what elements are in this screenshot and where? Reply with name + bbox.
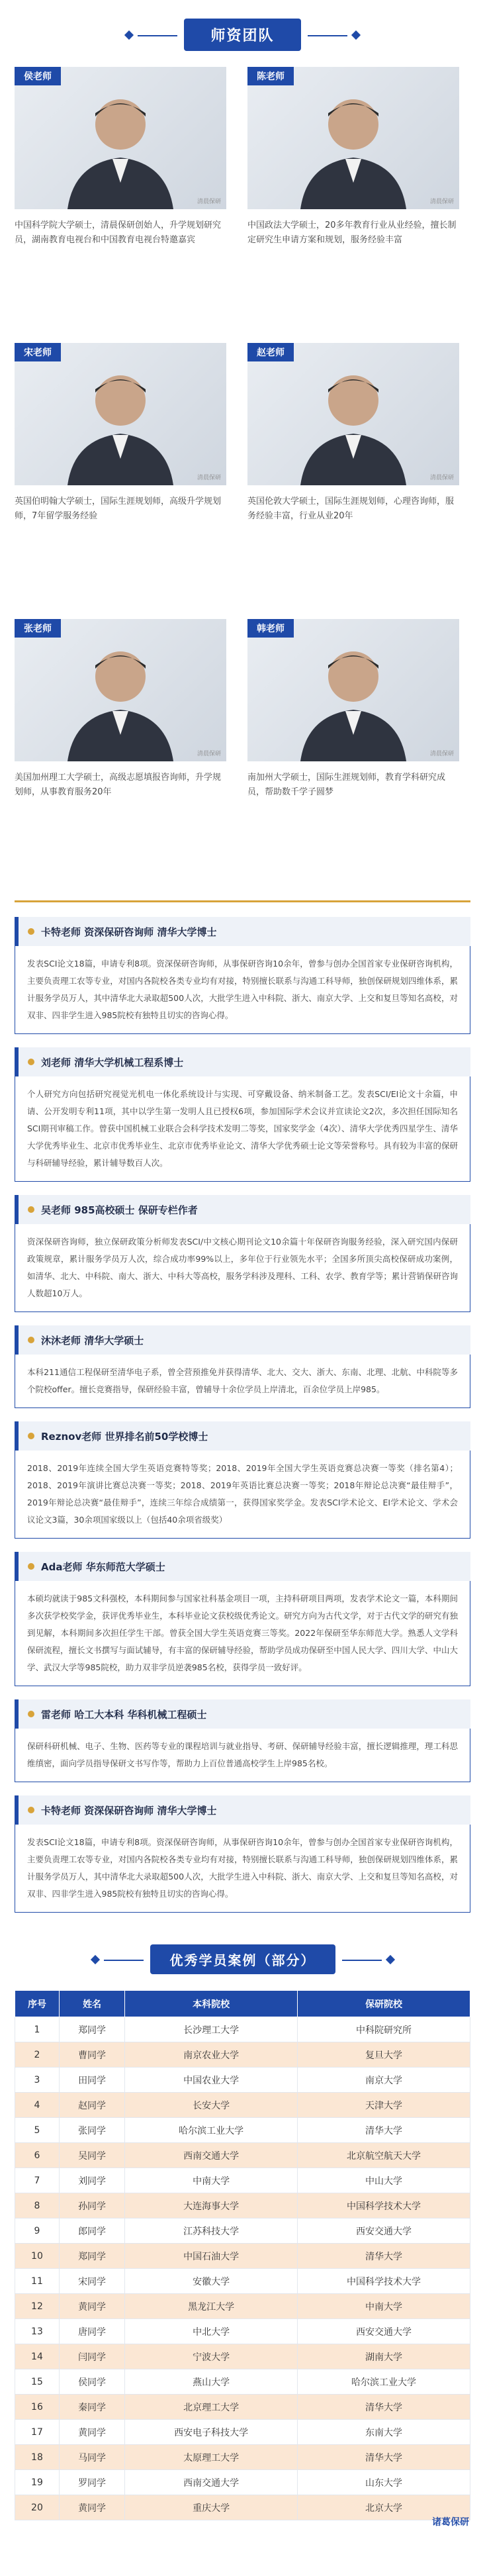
teacher-photo	[15, 67, 226, 209]
teacher-name-tag: 赵老师	[247, 343, 294, 361]
teacher-profile-heading	[15, 1552, 470, 1581]
cell-undergrad: 大连海事大学	[125, 2193, 298, 2218]
title-left-diamond-icon	[90, 1954, 99, 1964]
table-row	[15, 2294, 470, 2319]
cell-grad: 中科院研究所	[298, 2017, 470, 2042]
table-row	[15, 2395, 470, 2420]
cell-undergrad: 西南交通大学	[125, 2470, 298, 2495]
teachers-section-title-text: 师资团队	[210, 28, 275, 44]
col-header-undergrad: 本科院校	[125, 1991, 298, 2017]
teacher-card	[15, 343, 238, 604]
teacher-photo	[247, 67, 459, 209]
table-row	[15, 2093, 470, 2118]
teacher-profile-block	[15, 1325, 470, 1408]
cell-undergrad: 西安电子科技大学	[125, 2420, 298, 2445]
cell-undergrad: 北京理工大学	[125, 2395, 298, 2420]
table-row	[15, 2470, 470, 2495]
cell-index: 20	[15, 2495, 60, 2520]
teacher-name-tag: 陈老师	[247, 67, 294, 85]
section-divider	[15, 900, 470, 902]
teacher-profile-title: 卡特老师 资深保研咨询师 清华大学博士	[41, 926, 217, 938]
cell-grad: 西安交通大学	[298, 2319, 470, 2344]
cell-index: 18	[15, 2445, 60, 2470]
cell-index: 16	[15, 2395, 60, 2420]
table-row	[15, 2269, 470, 2294]
cell-name: 郎同学	[59, 2218, 124, 2244]
teacher-profile-block	[15, 1795, 470, 1913]
cell-grad: 清华大学	[298, 2445, 470, 2470]
teacher-profile-block	[15, 917, 470, 1034]
title-left-diamond-icon	[124, 30, 134, 39]
bullet-dot-icon	[28, 1563, 34, 1570]
teacher-photo	[15, 343, 226, 485]
cell-undergrad: 中国农业大学	[125, 2068, 298, 2093]
cell-undergrad: 重庆大学	[125, 2495, 298, 2520]
cell-grad: 中国科学技术大学	[298, 2269, 470, 2294]
teacher-profile-title: 吴老师 985高校硕士 保研专栏作者	[41, 1204, 198, 1216]
bullet-dot-icon	[28, 1059, 34, 1065]
students-section-title-text: 优秀学员案例（部分）	[169, 1952, 316, 1968]
teacher-profile-heading	[15, 1325, 470, 1355]
cell-grad: 中国科学技术大学	[298, 2193, 470, 2218]
cell-undergrad: 黑龙江大学	[125, 2294, 298, 2319]
table-row	[15, 2244, 470, 2269]
cell-grad: 西安交通大学	[298, 2218, 470, 2244]
teacher-card	[15, 619, 238, 881]
cell-undergrad: 长沙理工大学	[125, 2017, 298, 2042]
col-header-name: 姓名	[59, 1991, 124, 2017]
teacher-card	[247, 343, 470, 604]
cell-undergrad: 中北大学	[125, 2319, 298, 2344]
cell-undergrad: 宁波大学	[125, 2344, 298, 2369]
cell-index: 7	[15, 2168, 60, 2193]
cell-name: 侯同学	[59, 2369, 124, 2395]
cell-grad: 东南大学	[298, 2420, 470, 2445]
teacher-description: 中国政法大学硕士，20多年教育行业从业经验，擅长制定研究生申请方案和规划，服务经验丰富	[247, 220, 457, 245]
teacher-profile-block	[15, 1195, 470, 1312]
teachers-section-title	[184, 19, 300, 51]
cell-index: 17	[15, 2420, 60, 2445]
cell-undergrad: 中国石油大学	[125, 2244, 298, 2269]
cell-name: 宋同学	[59, 2269, 124, 2294]
teacher-profile-heading	[15, 1195, 470, 1224]
cell-undergrad: 江苏科技大学	[125, 2218, 298, 2244]
teacher-profile-body: 2018、2019年连续全国大学生英语竞赛特等奖；2018、2019年全国大学生英语竞赛总决赛一等奖（排名第4）；2018、2019年演讲比赛总决赛一等奖；2018、2019年英语比赛总决赛一等奖；2018年辩论总决赛“最佳辩手”，2019年辩论总决赛“最佳辩手”，连续三年综合成绩第一，获得国家奖学金。发表SCI学术论文、EI学术论文、学术会议论文3篇，30余项国家级以上（包括40余项省级奖）	[15, 1451, 470, 1539]
bullet-dot-icon	[28, 1337, 34, 1343]
teacher-description: 美国加州理工大学硕士，高级志愿填报咨询师，升学规划师，从事教育服务20年	[15, 773, 222, 797]
cell-undergrad: 长安大学	[125, 2093, 298, 2118]
cell-grad: 清华大学	[298, 2118, 470, 2143]
col-header-grad: 保研院校	[298, 1991, 470, 2017]
teacher-name-tag: 宋老师	[15, 343, 61, 361]
teacher-photo-watermark: 清晨保研	[197, 751, 221, 757]
cell-undergrad: 安徽大学	[125, 2269, 298, 2294]
students-section-title	[150, 1944, 335, 1974]
teacher-profile-body: 本硕均就读于985文科强校，本科期间参与国家社科基金项目一项，主持科研项目两项，发表学术论文一篇，本科期间多次获学校奖学金，获评优秀毕业生，本科毕业论文获校级优秀论文。研究方向为古代文学，对于古代文学的研究有独到见解，本科期间多次担任学生干部。曾获全国大学生英语竞赛三等奖。2022年保研至华东师范大学。熟悉人文学科保研流程，擅长文书撰写与面试辅导，有丰富的保研辅导经验，帮助学员成功保研至中国人民大学、四川大学、中山大学、武汉大学等985院校，助力双非学员逆袭985名校，获得学员一致好评。	[15, 1581, 470, 1686]
teacher-name-tag: 张老师	[15, 619, 61, 638]
cell-grad: 北京大学	[298, 2495, 470, 2520]
teacher-photo-watermark: 清晨保研	[197, 475, 221, 481]
cell-grad: 清华大学	[298, 2395, 470, 2420]
person-portrait-icon	[287, 77, 419, 209]
table-row	[15, 2017, 470, 2042]
students-section-header	[15, 1926, 470, 1990]
bullet-dot-icon	[28, 928, 34, 935]
cell-grad: 清华大学	[298, 2244, 470, 2269]
cell-name: 田同学	[59, 2068, 124, 2093]
title-right-diamond-icon	[385, 1954, 394, 1964]
person-portrait-icon	[287, 353, 419, 485]
teacher-description: 英国伦敦大学硕士，国际生涯规划师，心理咨询师，服务经验丰富，行业从业20年	[247, 497, 455, 521]
students-table-body	[15, 2017, 470, 2520]
teacher-card	[247, 619, 470, 881]
cell-index: 12	[15, 2294, 60, 2319]
teacher-profile-body: 发表SCI论文18篇，申请专利8项。资深保研咨询师，从事保研咨询10余年，曾参与创办全国首家专业保研咨询机构，主要负责理工农等专业，对国内各院校各类专业均有对接，特别擅长联系与沟通工科导师，独创保研规划四维体系，累计服务学员万人，其中清华北大录取超500人次，大批学生进入中科院、浙大、南京大学、上交和复旦等知名高校，对双非、四非学生进入985院校有独特且切实的咨询心得。	[15, 946, 470, 1034]
table-row	[15, 2218, 470, 2244]
cell-undergrad: 南京农业大学	[125, 2042, 298, 2068]
teacher-profile-body: 保研科研机械、电子、生物、医药等专业的课程培训与就业指导、考研、保研辅导经验丰富，擅长逻辑推理，理工科思维缜密，面向学员指导保研文书写作等，帮助力上百位普通高校学生上岸985名校。	[15, 1729, 470, 1782]
cell-name: 曹同学	[59, 2042, 124, 2068]
cell-index: 8	[15, 2193, 60, 2218]
cell-index: 1	[15, 2017, 60, 2042]
cell-grad: 天津大学	[298, 2093, 470, 2118]
teacher-card	[15, 67, 238, 328]
teacher-photo-watermark: 清晨保研	[429, 751, 454, 757]
cell-name: 罗同学	[59, 2470, 124, 2495]
bullet-dot-icon	[28, 1711, 34, 1717]
cell-index: 3	[15, 2068, 60, 2093]
teacher-profile-title: 卡特老师 资深保研咨询师 清华大学博士	[41, 1804, 217, 1817]
table-row	[15, 2369, 470, 2395]
footer-watermark: 诸葛保研	[432, 2517, 469, 2528]
teachers-section-header	[15, 0, 470, 67]
teacher-profile-heading	[15, 1047, 470, 1076]
cell-grad: 北京航空航天大学	[298, 2143, 470, 2168]
table-row	[15, 2420, 470, 2445]
bullet-dot-icon	[28, 1807, 34, 1813]
cell-grad: 山东大学	[298, 2470, 470, 2495]
bullet-dot-icon	[28, 1433, 34, 1439]
person-portrait-icon	[287, 629, 419, 761]
teacher-profile-title: 雷老师 哈工大本科 华科机械工程硕士	[41, 1708, 207, 1721]
col-header-index: 序号	[15, 1991, 60, 2017]
cell-name: 刘同学	[59, 2168, 124, 2193]
teacher-profile-block	[15, 1047, 470, 1182]
students-table	[15, 1990, 470, 2520]
teacher-card	[247, 67, 470, 328]
teacher-photo-watermark: 清晨保研	[197, 199, 221, 205]
cell-name: 闫同学	[59, 2344, 124, 2369]
teacher-grid	[15, 67, 470, 895]
person-portrait-icon	[54, 353, 187, 485]
teacher-description: 英国伯明翰大学硕士，国际生涯规划师，高级升学规划师，7年留学服务经验	[15, 497, 222, 521]
bullet-dot-icon	[28, 1206, 34, 1213]
cell-index: 5	[15, 2118, 60, 2143]
cell-name: 郑同学	[59, 2244, 124, 2269]
table-row	[15, 2118, 470, 2143]
cell-grad: 哈尔滨工业大学	[298, 2369, 470, 2395]
teacher-profile-heading	[15, 1699, 470, 1729]
cell-name: 黄同学	[59, 2420, 124, 2445]
cell-name: 孙同学	[59, 2193, 124, 2218]
cell-name: 张同学	[59, 2118, 124, 2143]
students-table-header-row	[15, 1991, 470, 2017]
teacher-profile-body: 本科211通信工程保研至清华电子系，曾全营预推免并获得清华、北大、交大、浙大、东南、北理、北航、中科院等多个院校offer。擅长竞赛指导，保研经验丰富，曾辅导十余位学员上岸清北，百余位学员上岸985。	[15, 1355, 470, 1408]
cell-index: 2	[15, 2042, 60, 2068]
teacher-profile-title: Reznov老师 世界排名前50学校博士	[41, 1430, 208, 1443]
cell-index: 13	[15, 2319, 60, 2344]
table-row	[15, 2319, 470, 2344]
cell-index: 6	[15, 2143, 60, 2168]
table-row	[15, 2495, 470, 2520]
teacher-photo	[247, 619, 459, 761]
teacher-profile-title: 沐沐老师 清华大学硕士	[41, 1334, 144, 1347]
table-row	[15, 2068, 470, 2093]
teacher-photo	[15, 619, 226, 761]
teacher-photo	[247, 343, 459, 485]
cell-grad: 复旦大学	[298, 2042, 470, 2068]
cell-grad: 南京大学	[298, 2068, 470, 2093]
cell-index: 10	[15, 2244, 60, 2269]
cell-undergrad: 西南交通大学	[125, 2143, 298, 2168]
cell-name: 黄同学	[59, 2495, 124, 2520]
cell-index: 14	[15, 2344, 60, 2369]
cell-index: 11	[15, 2269, 60, 2294]
cell-undergrad: 哈尔滨工业大学	[125, 2118, 298, 2143]
cell-name: 赵同学	[59, 2093, 124, 2118]
teacher-name-tag: 侯老师	[15, 67, 61, 85]
teacher-profile-body: 个人研究方向包括研究视觉光机电一体化系统设计与实现、可穿戴设备、纳米制备工艺。发表SCI/EI论文十余篇，申请、公开发明专利11项，其中以学生第一发明人且已授权6项，参加国际学术会议并宣读论文2次，多次担任国际知名SCI期刊审稿工作。曾获中国机械工业联合会科学技术发明二等奖，国家奖学金（4次）、清华大学优秀四星学生、清华大学优秀毕业生、北京市优秀毕业生、北京市优秀毕业论文、清华大学优秀硕士论文等荣誉称号。具有较为丰富的保研与科研辅导经验，累计辅导数百人次。	[15, 1076, 470, 1182]
teacher-profile-block	[15, 1699, 470, 1782]
cell-grad: 湖南大学	[298, 2344, 470, 2369]
cell-index: 9	[15, 2218, 60, 2244]
cell-name: 秦同学	[59, 2395, 124, 2420]
cell-name: 吴同学	[59, 2143, 124, 2168]
teacher-profile-title: Ada老师 华东师范大学硕士	[41, 1560, 165, 1573]
title-right-diamond-icon	[351, 30, 360, 39]
teacher-profile-title: 刘老师 清华大学机械工程系博士	[41, 1056, 184, 1069]
teacher-photo-watermark: 清晨保研	[429, 199, 454, 205]
cell-undergrad: 太原理工大学	[125, 2445, 298, 2470]
person-portrait-icon	[54, 77, 187, 209]
cell-name: 马同学	[59, 2445, 124, 2470]
cell-grad: 中山大学	[298, 2168, 470, 2193]
cell-grad: 中南大学	[298, 2294, 470, 2319]
cell-index: 15	[15, 2369, 60, 2395]
teacher-profile-body: 资深保研咨询师，独立保研政策分析师发表SCI/中文核心期刊论文10余篇十年保研咨询服务经验，深入研究国内保研政策规章，累计服务学员万人次，综合成功率99%以上，多年位于行业领先水平；全国多所顶尖高校保研成功案例，如清华、北大、中科院、南大、浙大、中科大等高校，服务学科涉及理科、工科、农学、教育学等；累计营销保研咨询人数超10万人。	[15, 1224, 470, 1312]
teacher-profile-block	[15, 1421, 470, 1539]
cell-undergrad: 中南大学	[125, 2168, 298, 2193]
table-row	[15, 2445, 470, 2470]
table-row	[15, 2143, 470, 2168]
cell-name: 唐同学	[59, 2319, 124, 2344]
teacher-profile-blocks	[15, 917, 470, 1913]
table-row	[15, 2042, 470, 2068]
cell-name: 郑同学	[59, 2017, 124, 2042]
teacher-profile-body: 发表SCI论文18篇，申请专利8项。资深保研咨询师，从事保研咨询10余年，曾参与创办全国首家专业保研咨询机构，主要负责理工农等专业，对国内各院校各类专业均有对接，特别擅长联系与沟通工科导师，独创保研规划四维体系，累计服务学员万人，其中清华北大录取超500人次，大批学生进入中科院、浙大、南京大学、上交和复旦等知名高校，对双非、四非学生进入985院校有独特且切实的咨询心得。	[15, 1825, 470, 1913]
cell-name: 黄同学	[59, 2294, 124, 2319]
teacher-name-tag: 韩老师	[247, 619, 294, 638]
cell-undergrad: 燕山大学	[125, 2369, 298, 2395]
teacher-profile-block	[15, 1552, 470, 1686]
table-row	[15, 2193, 470, 2218]
teacher-description: 中国科学院大学硕士，清晨保研创始人，升学规划研究员，湖南教育电视台和中国教育电视台特邀嘉宾	[15, 220, 222, 245]
teacher-description: 南加州大学硕士，国际生涯规划师，教育学科研究成员，帮助数千学子圆梦	[247, 773, 446, 797]
teacher-profile-heading	[15, 917, 470, 946]
teacher-profile-heading	[15, 1421, 470, 1451]
teacher-photo-watermark: 清晨保研	[429, 475, 454, 481]
table-row	[15, 2344, 470, 2369]
person-portrait-icon	[54, 629, 187, 761]
cell-index: 4	[15, 2093, 60, 2118]
cell-index: 19	[15, 2470, 60, 2495]
table-row	[15, 2168, 470, 2193]
teacher-profile-heading	[15, 1795, 470, 1825]
